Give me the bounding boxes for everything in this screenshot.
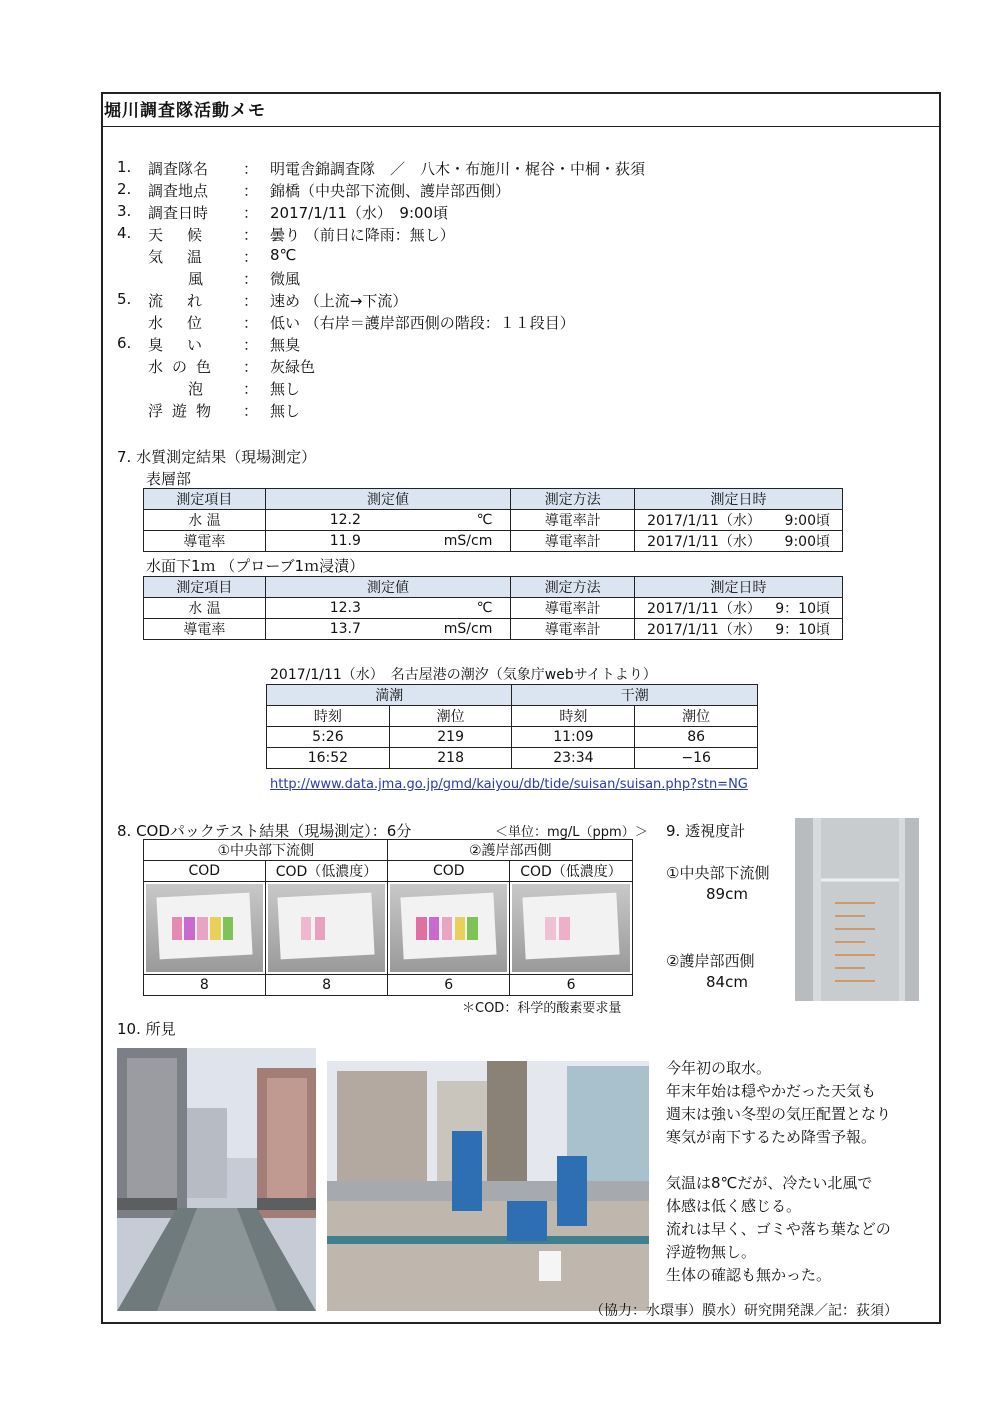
header-date: 測定日時 [635,489,843,510]
item-number: 2. [117,180,132,198]
date-cell: 2017/1/11（水） [647,601,761,617]
cod-value: 8 [144,975,266,996]
findings-text [666,1057,891,1287]
cod-value: 6 [388,975,510,996]
item-value: 明電舎錦調査隊 ／ 八木・布施川・梶谷・中桐・荻須 [270,160,646,178]
method-cell: 導電率計 [511,531,635,552]
unit-cell: mS/cm [443,533,493,549]
cod-header: COD（低濃度） [510,861,633,882]
item-value: 灰緑色 [270,358,316,376]
tide-title: 2017/1/11（水） 名古屋港の潮汐（気象庁webサイトより） [270,667,657,683]
colon: ： [243,160,259,178]
transparency-site2: ②護岸部西側 [666,952,755,970]
item-value: 速め （上流→下流） [270,292,408,310]
item-value: 曇り （前日に降雨：無し） [270,226,455,244]
cod-group-site1: ①中央部下流側 [144,840,388,861]
tide-cell: 16:52 [267,748,390,769]
table-row [267,727,758,748]
colon: ： [243,270,259,288]
cod-note: ＊COD：科学的酸素要求量 [462,1001,622,1016]
colon: ： [243,226,259,244]
depth-label: 水面下1ｍ （プローブ1ｍ浸漬） [146,557,365,575]
team-photo [327,1061,649,1311]
surface-table-header [144,489,843,510]
colon: ： [243,358,259,376]
item-value: 無し [270,402,301,420]
header-value: 測定値 [265,489,511,510]
tide-cell: 23:34 [512,748,635,769]
item-value: 無臭 [270,336,301,354]
cod-unit: ＜単位：mg/L（ppm）＞ [495,825,648,840]
item-value: 2017/1/11（水） 9:00頃 [270,204,449,222]
tide-cell: 218 [389,748,512,769]
item-label: 風 [188,270,204,288]
cod-header: COD [388,861,510,882]
item-label: 泡 [188,380,204,398]
item-value: 無し [270,380,301,398]
tide-cell: 219 [389,727,512,748]
item-label: 流れ [148,292,227,310]
finding-line: 流れは早く、ゴミや落ち葉などの [666,1220,891,1238]
item-label: 臭い [148,336,227,354]
colon: ： [243,336,259,354]
value-cell: 12.2 [329,512,361,528]
tide-cell: 11:09 [512,727,635,748]
cod-value: 8 [265,975,388,996]
table-row [144,619,843,640]
cod-group-site2: ②護岸部西側 [388,840,633,861]
item-number: 5. [117,290,132,308]
colon: ： [243,182,259,200]
tide-cell: 86 [635,727,758,748]
date-cell: 2017/1/11（水） [647,622,761,638]
header-value: 測定値 [265,577,511,598]
item-number: 3. [117,202,132,220]
date-cell: 2017/1/11（水） [647,513,761,529]
item-cell: 導電率 [144,619,266,640]
transparency-site1: ①中央部下流側 [666,864,770,882]
item-label: 水の色 [148,358,221,376]
transparency-meter-photo [795,818,919,1001]
tide-cell: 5:26 [267,727,390,748]
river-photo [117,1048,316,1311]
jma-tide-link[interactable]: http://www.data.jma.go.jp/gmd/kaiyou/db/tide/suisan/suisan.php?stn=NG [270,777,748,792]
section8-heading: 8. CODパックテスト結果（現場測定）：6分 [117,822,412,840]
tide-col-level: 潮位 [389,706,512,727]
item-value: 微風 [270,270,301,288]
item-value: 錦橋（中央部下流側、護岸部西側） [270,182,511,200]
colon: ： [243,248,259,266]
header-item: 測定項目 [144,489,266,510]
title-divider [101,126,941,127]
finding-line: 体感は低く感じる。 [666,1197,802,1215]
surface-label: 表層部 [146,470,192,488]
colon: ： [243,380,259,398]
tide-table [266,684,758,769]
value-cell: 12.3 [329,600,361,616]
value-cell: 13.7 [329,621,361,637]
colon: ： [243,204,259,222]
header-item: 測定項目 [144,577,266,598]
tide-col-time: 時刻 [267,706,390,727]
tide-high-header: 満潮 [267,685,512,706]
finding-line: 浮遊物無し。 [666,1243,757,1261]
finding-line: 年末年始は穏やかだった天気も [666,1082,877,1100]
cod-header: COD [144,861,266,882]
surface-table [143,488,843,552]
table-row [144,975,633,996]
cod-photo [390,884,507,972]
finding-line: 生体の確認も無かった。 [666,1266,832,1284]
tide-low-header: 干潮 [512,685,758,706]
cod-low-photo [268,884,386,972]
item-value: 低い （右岸＝護岸部西側の階段：１１段目） [270,314,575,332]
header-method: 測定方法 [511,577,635,598]
unit-cell: mS/cm [443,621,493,637]
unit-cell: ℃ [476,600,493,616]
item-number: 4. [117,224,132,242]
colon: ： [243,314,259,332]
header-date: 測定日時 [635,577,843,598]
time-cell: 9：10頃 [775,601,830,617]
table-row [144,510,843,531]
section10-heading: 10. 所見 [117,1020,176,1038]
page-title: 堀川調査隊活動メモ [104,101,266,121]
table-row [144,531,843,552]
cod-header: COD（低濃度） [265,861,388,882]
item-number: 1. [117,158,132,176]
depth-table [143,576,843,640]
time-cell: 9:00頃 [784,534,830,550]
colon: ： [243,402,259,420]
finding-line: 週末は強い冬型の気圧配置となり [666,1105,892,1123]
section7-heading: 7. 水質測定結果（現場測定） [117,448,317,466]
transparency-value1: 89cm [706,885,748,903]
colon: ： [243,292,259,310]
item-label: 水位 [148,314,227,332]
item-cell: 水 温 [144,598,266,619]
table-row [267,748,758,769]
header-method: 測定方法 [511,489,635,510]
item-label: 調査日時 [148,204,209,222]
cod-value: 6 [510,975,633,996]
item-label: 調査隊名 [148,160,209,178]
time-cell: 9：10頃 [775,622,830,638]
depth-table-header [144,577,843,598]
finding-line: 今年初の取水。 [666,1059,772,1077]
section9-heading: 9. 透視度計 [666,822,746,840]
tide-col-time: 時刻 [512,706,635,727]
tide-cell: −16 [635,748,758,769]
value-cell: 11.9 [329,533,361,549]
unit-cell: ℃ [476,512,493,528]
footer-credit: （協力：水環事）膜水）研究開発課／記：荻須） [590,1303,898,1319]
method-cell: 導電率計 [511,510,635,531]
method-cell: 導電率計 [511,598,635,619]
method-cell: 導電率計 [511,619,635,640]
item-cell: 導電率 [144,531,266,552]
item-label: 気温 [148,248,227,266]
finding-line: 気温は8℃だが、冷たい北風で [666,1174,873,1192]
tide-col-level: 潮位 [635,706,758,727]
date-cell: 2017/1/11（水） [647,534,761,550]
finding-line: 寒気が南下するため降雪予報。 [666,1128,877,1146]
item-label: 浮遊物 [148,402,221,420]
cod-photo [146,884,263,972]
cod-table [143,839,633,996]
item-number: 6. [117,334,132,352]
table-row [144,598,843,619]
item-label: 調査地点 [148,182,209,200]
cod-low-photo [512,884,630,972]
item-label: 天候 [148,226,227,244]
item-value: 8℃ [270,246,297,264]
transparency-value2: 84cm [706,973,748,991]
item-cell: 水 温 [144,510,266,531]
time-cell: 9:00頃 [784,513,830,529]
